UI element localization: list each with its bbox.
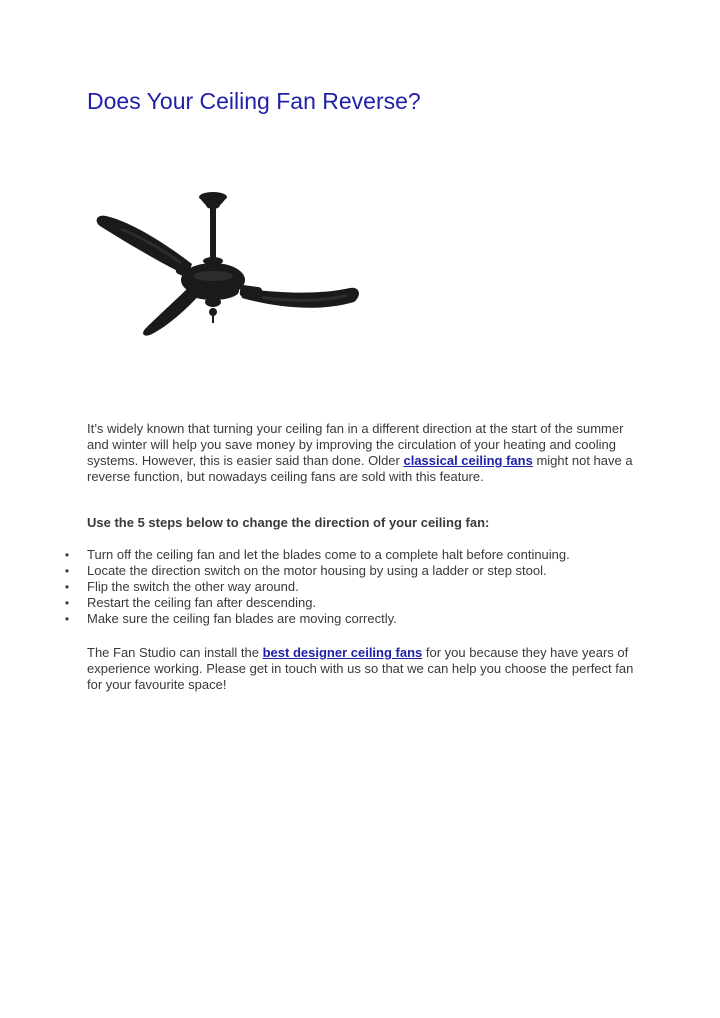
best-designer-ceiling-fans-link[interactable]: best designer ceiling fans — [262, 645, 423, 660]
list-item — [64, 579, 667, 595]
closing-paragraph — [87, 645, 647, 693]
intro-text-start: It’s widely known that turning your ceiling fan in a different direction at the start of the summer and winter will help you save money by improving the circulation of your heating and cooling systems. However, this is easier said than done. Older — [87, 421, 624, 468]
document-title: Does Your Ceiling Fan Reverse? — [87, 88, 421, 114]
bullet-icon: • — [64, 564, 70, 578]
step-text: Locate the direction switch on the motor housing by using a ladder or step stool. — [87, 563, 547, 578]
list-item — [64, 563, 667, 579]
bullet-icon: • — [64, 612, 70, 626]
steps-list — [64, 547, 667, 627]
step-text: Flip the switch the other way around. — [87, 579, 299, 594]
classical-ceiling-fans-link[interactable]: classical ceiling fans — [403, 453, 533, 468]
bullet-icon: • — [64, 548, 70, 562]
ceiling-fan-image — [92, 188, 364, 338]
intro-paragraph — [87, 421, 647, 485]
list-item — [64, 611, 667, 627]
closing-text-end: for you because they have years of experience working. Please get in touch with us so that we can help you choose the perfect fan for your favourite space! — [87, 645, 634, 692]
closing-text-start: The Fan Studio can install the — [87, 645, 263, 660]
list-item — [64, 595, 667, 611]
intro-text-end: might not have a reverse function, but nowadays ceiling fans are sold with this feature. — [87, 453, 633, 484]
step-text: Make sure the ceiling fan blades are moving correctly. — [87, 611, 397, 626]
step-text: Restart the ceiling fan after descending. — [87, 595, 317, 610]
step-text: Turn off the ceiling fan and let the blades come to a complete halt before continuing. — [87, 547, 570, 562]
bullet-icon: • — [64, 580, 70, 594]
steps-heading: Use the 5 steps below to change the direction of your ceiling fan: — [87, 515, 490, 530]
list-item — [64, 547, 667, 563]
bullet-icon: • — [64, 596, 70, 610]
